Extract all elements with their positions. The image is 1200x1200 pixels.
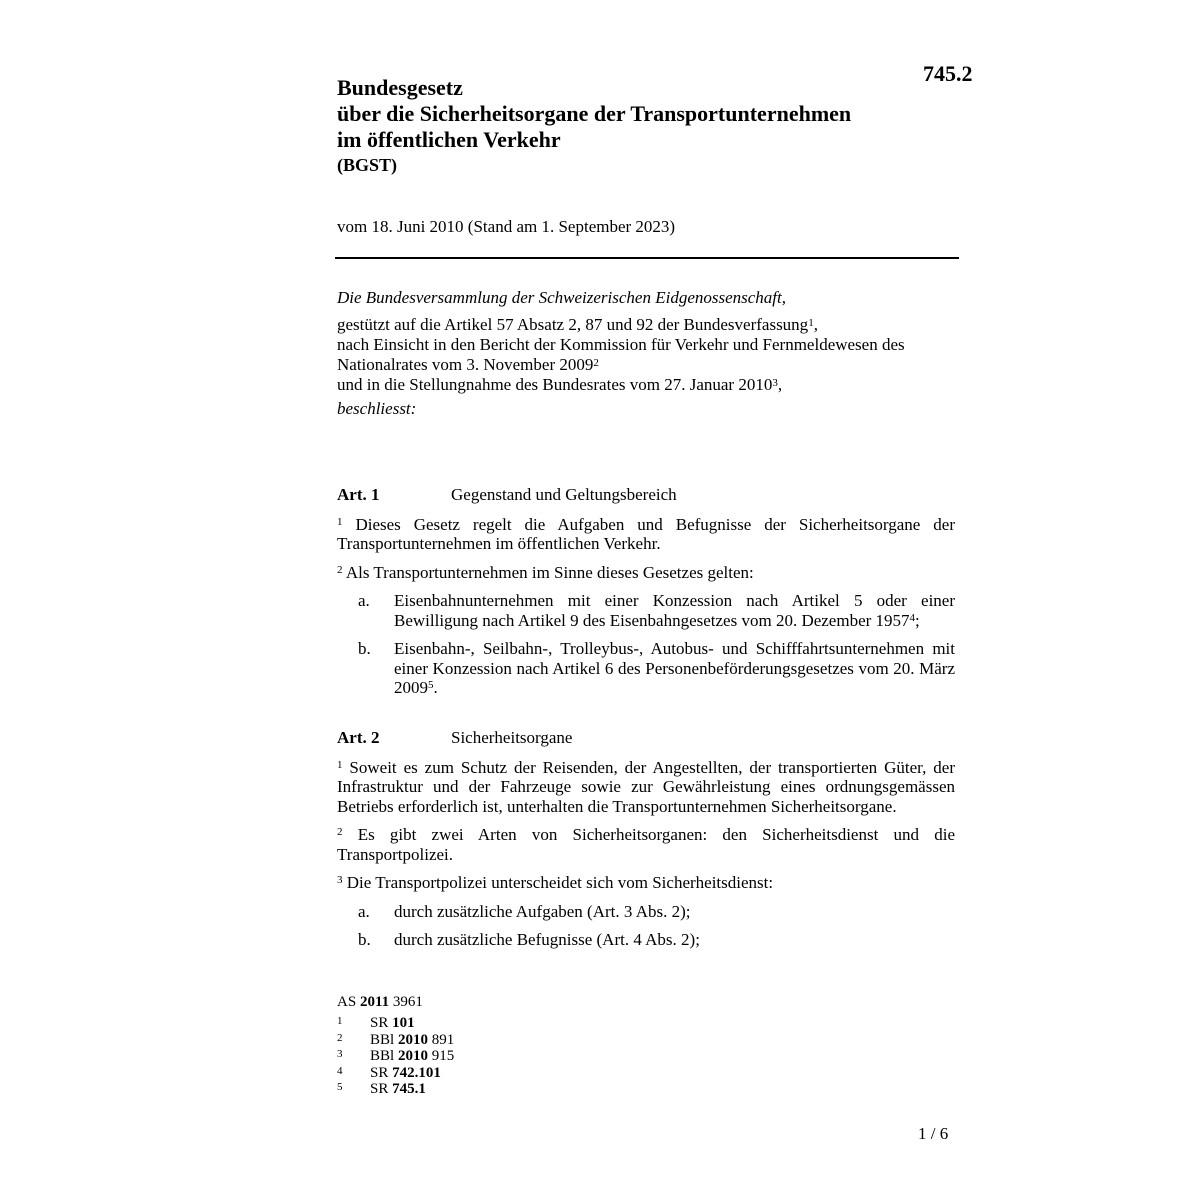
title-line: über die Sicherheitsorgane der Transportunternehmen xyxy=(337,101,852,126)
title-line: Bundesgesetz xyxy=(337,75,463,100)
as-reference: AS 2011 3961 xyxy=(337,994,423,1010)
law-abbreviation: (BGST) xyxy=(337,155,398,175)
preamble-line: und in die Stellungnahme des Bundesrates vom 27. Januar 2010$^3$, xyxy=(337,375,783,394)
article-heading xyxy=(337,728,955,748)
footnote: 2 BBl 2010 891 xyxy=(337,1031,455,1048)
preamble-intro: Die Bundesversammlung der Schweizerischen Eidgenossenschaft, xyxy=(337,288,786,307)
sr-number: 745.2 xyxy=(923,61,973,86)
footnote: 5 SR 745.1 xyxy=(337,1081,426,1097)
list-item: b. Eisenbahn-, Seilbahn-, Trolleybus-, Autobus- und Schifffahrtsunternehmen mit einer Konzession nach Artikel 6 des Personenbeförderungsgesetzes vom 20. März 2009$^5$. xyxy=(358,639,955,697)
preamble-line: nach Einsicht in den Bericht der Kommission für Verkehr und Fernmeldewesen des Nationalrates vom 3. November 2009$^2$ xyxy=(337,335,905,374)
article-2 xyxy=(337,728,955,959)
preamble-line: gestützt auf die Artikel 57 Absatz 2, 87 und 92 der Bundesverfassung$^1$, xyxy=(337,315,818,334)
footnote: 3 BBl 2010 915 xyxy=(337,1048,455,1064)
preamble-resolves: beschliesst: xyxy=(337,399,417,418)
footnote: 4 SR 742.101 xyxy=(337,1064,441,1081)
footnotes xyxy=(337,1015,454,1098)
footnote-ref: 1 xyxy=(808,317,814,329)
title-line: im öffentlichen Verkehr xyxy=(337,127,561,152)
article-title: Sicherheitsorgane xyxy=(451,728,573,747)
footnote-ref: 5 xyxy=(428,679,434,691)
list-item: a. durch zusätzliche Aufgaben (Art. 3 Abs. 2); xyxy=(358,901,691,921)
list-item: a. Eisenbahnunternehmen mit einer Konzession nach Artikel 5 oder einer Bewilligung nach Artikel 9 des Eisenbahngesetzes vom 20. Dezember 1957$^4$; xyxy=(358,591,955,630)
paragraph: $^3$ Die Transportpolizei unterscheidet sich vom Sicherheitsdienst: xyxy=(337,873,774,892)
footnote: 1 SR 101 xyxy=(337,1015,415,1031)
paragraph: $^2$ Es gibt zwei Arten von Sicherheitsorganen: den Sicherheitsdienst und die Transportpolizei. xyxy=(337,825,955,864)
paragraph: $^1$ Soweit es zum Schutz der Reisenden, der Angestellten, der transportierten Güter, der Infrastruktur und der Fahrzeuge sowie zur Gewährleistung eines ordnungsgemässen Betriebs erforderlich ist, unterhalten die Transportunternehmen Sicherheitsorgane. xyxy=(337,757,955,816)
article-number: Art. 1 xyxy=(337,485,380,504)
law-title xyxy=(337,75,947,153)
article-heading xyxy=(337,485,955,505)
article-number: Art. 2 xyxy=(337,728,380,747)
paragraph: $^1$ Dieses Gesetz regelt die Aufgaben und Befugnisse der Sicherheitsorgane der Transportunternehmen im öffentlichen Verkehr. xyxy=(337,514,956,553)
title-divider xyxy=(335,257,959,259)
article-title: Gegenstand und Geltungsbereich xyxy=(451,485,677,504)
article-1 xyxy=(337,485,955,707)
footnote-ref: 3 xyxy=(772,377,778,389)
footnote-ref: 4 xyxy=(909,611,916,624)
paragraph: $^2$ Als Transportunternehmen im Sinne dieses Gesetzes gelten: xyxy=(337,562,754,582)
list-item: b. durch zusätzliche Befugnisse (Art. 4 Abs. 2); xyxy=(358,930,700,949)
preamble xyxy=(337,288,955,419)
footnote-ref: 2 xyxy=(593,357,599,369)
date-line: vom 18. Juni 2010 (Stand am 1. September 2023) xyxy=(337,217,676,236)
page-number: 1 / 6 xyxy=(918,1124,949,1143)
